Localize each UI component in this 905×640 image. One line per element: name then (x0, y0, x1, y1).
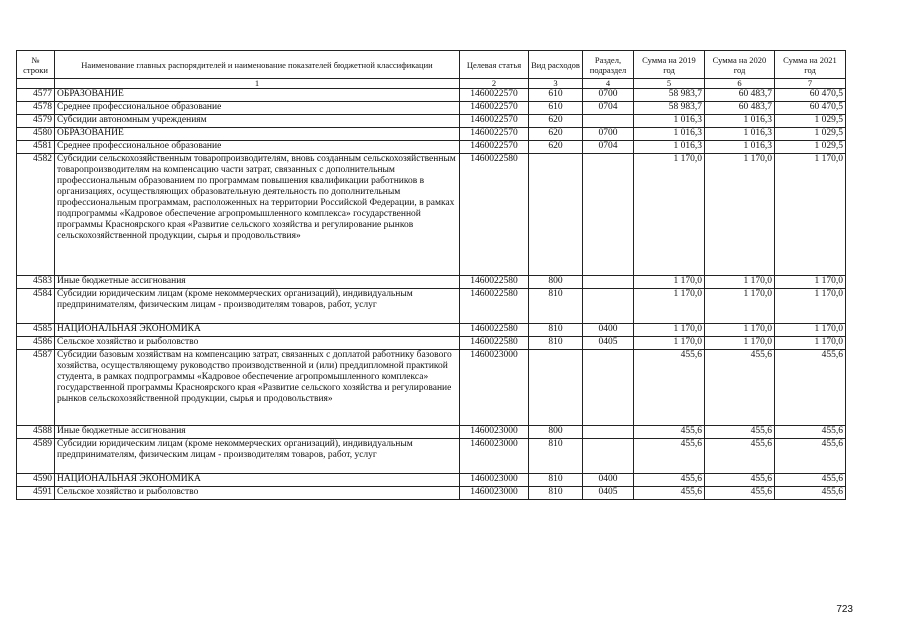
row-name: НАЦИОНАЛЬНАЯ ЭКОНОМИКА (55, 324, 460, 337)
page-number: 723 (836, 604, 853, 615)
row-sum-2019: 1 016,3 (634, 128, 705, 141)
row-name: Иные бюджетные ассигнования (55, 276, 460, 289)
row-sum-2020: 1 170,0 (705, 324, 775, 337)
row-sum-2021: 1 170,0 (775, 276, 846, 289)
row-target-article: 1460022580 (460, 154, 529, 276)
row-sum-2019: 58 983,7 (634, 102, 705, 115)
row-sum-2021: 1 170,0 (775, 154, 846, 276)
row-expense-type: 620 (529, 141, 583, 154)
col-number (17, 79, 55, 89)
row-name: Субсидии юридическим лицам (кроме некоммерческих организаций), индивидуальным предпринимателям, физическим лицам - производителям товаров, работ, услуг (55, 439, 460, 474)
row-section (583, 276, 634, 289)
row-expense-type: 810 (529, 439, 583, 474)
column-number-row (17, 79, 846, 89)
row-target-article: 1460022570 (460, 102, 529, 115)
row-target-article: 1460023000 (460, 350, 529, 426)
row-expense-type: 610 (529, 89, 583, 102)
table-row (17, 128, 846, 141)
row-expense-type: 620 (529, 128, 583, 141)
row-number: 4585 (17, 324, 55, 337)
row-expense-type: 620 (529, 115, 583, 128)
row-section: 0405 (583, 337, 634, 350)
row-target-article: 1460022570 (460, 115, 529, 128)
row-sum-2019: 455,6 (634, 426, 705, 439)
row-expense-type: 810 (529, 337, 583, 350)
row-sum-2020: 1 016,3 (705, 128, 775, 141)
row-target-article: 1460023000 (460, 426, 529, 439)
row-sum-2019: 455,6 (634, 350, 705, 426)
row-number: 4577 (17, 89, 55, 102)
row-sum-2019: 58 983,7 (634, 89, 705, 102)
row-sum-2020: 455,6 (705, 487, 775, 500)
row-name: Субсидии юридическим лицам (кроме некоммерческих организаций), индивидуальным предпринимателям, физическим лицам - производителям товаров, работ, услуг (55, 289, 460, 324)
row-sum-2019: 1 016,3 (634, 115, 705, 128)
row-sum-2019: 1 170,0 (634, 276, 705, 289)
row-number: 4583 (17, 276, 55, 289)
row-section: 0700 (583, 89, 634, 102)
row-expense-type: 810 (529, 289, 583, 324)
row-expense-type (529, 154, 583, 276)
table-row (17, 487, 846, 500)
table-row (17, 276, 846, 289)
table-row (17, 289, 846, 324)
row-target-article: 1460022580 (460, 337, 529, 350)
row-number: 4588 (17, 426, 55, 439)
row-sum-2019: 1 170,0 (634, 324, 705, 337)
row-sum-2019: 1 170,0 (634, 337, 705, 350)
header-row (17, 51, 846, 79)
row-sum-2021: 1 029,5 (775, 115, 846, 128)
row-name: Иные бюджетные ассигнования (55, 426, 460, 439)
table-row (17, 324, 846, 337)
row-number: 4591 (17, 487, 55, 500)
row-sum-2021: 455,6 (775, 487, 846, 500)
row-sum-2021: 1 170,0 (775, 324, 846, 337)
row-name: Сельское хозяйство и рыболовство (55, 337, 460, 350)
row-expense-type: 800 (529, 276, 583, 289)
row-section: 0700 (583, 128, 634, 141)
row-target-article: 1460022570 (460, 89, 529, 102)
row-section (583, 350, 634, 426)
row-section: 0704 (583, 141, 634, 154)
table-row (17, 474, 846, 487)
row-sum-2020: 1 170,0 (705, 276, 775, 289)
row-expense-type: 800 (529, 426, 583, 439)
table-row (17, 141, 846, 154)
row-number: 4589 (17, 439, 55, 474)
row-section (583, 426, 634, 439)
row-sum-2021: 60 470,5 (775, 102, 846, 115)
header-2021: Сумма на 2021 год (775, 51, 846, 79)
table-row (17, 89, 846, 102)
row-target-article: 1460022570 (460, 141, 529, 154)
row-sum-2020: 455,6 (705, 350, 775, 426)
row-sum-2021: 1 170,0 (775, 337, 846, 350)
row-section (583, 439, 634, 474)
row-sum-2021: 1 029,5 (775, 141, 846, 154)
row-section (583, 289, 634, 324)
row-sum-2020: 455,6 (705, 474, 775, 487)
row-section (583, 154, 634, 276)
row-section: 0704 (583, 102, 634, 115)
row-name: НАЦИОНАЛЬНАЯ ЭКОНОМИКА (55, 474, 460, 487)
table-row (17, 154, 846, 276)
row-number: 4590 (17, 474, 55, 487)
row-number: 4578 (17, 102, 55, 115)
table-row (17, 439, 846, 474)
row-sum-2021: 455,6 (775, 439, 846, 474)
row-sum-2021: 455,6 (775, 426, 846, 439)
col-number: 5 (634, 79, 705, 89)
row-sum-2020: 455,6 (705, 439, 775, 474)
header-2020: Сумма на 2020 год (705, 51, 775, 79)
row-name: ОБРАЗОВАНИЕ (55, 128, 460, 141)
row-sum-2020: 1 170,0 (705, 154, 775, 276)
col-number: 4 (583, 79, 634, 89)
row-target-article: 1460023000 (460, 439, 529, 474)
row-sum-2019: 1 170,0 (634, 154, 705, 276)
row-target-article: 1460023000 (460, 474, 529, 487)
row-sum-2021: 455,6 (775, 474, 846, 487)
row-sum-2019: 455,6 (634, 439, 705, 474)
header-razdel: Раздел, подраздел (583, 51, 634, 79)
row-expense-type (529, 350, 583, 426)
row-sum-2020: 1 016,3 (705, 115, 775, 128)
row-sum-2021: 455,6 (775, 350, 846, 426)
row-sum-2021: 60 470,5 (775, 89, 846, 102)
table-row (17, 115, 846, 128)
col-number: 1 (55, 79, 460, 89)
row-number: 4587 (17, 350, 55, 426)
row-target-article: 1460022570 (460, 128, 529, 141)
table-row (17, 350, 846, 426)
col-number: 2 (460, 79, 529, 89)
col-number: 6 (705, 79, 775, 89)
row-name: Субсидии базовым хозяйствам на компенсацию затрат, связанных с доплатой работнику базового хозяйства, осуществляющему руководство производственной и (или) преддипломной практикой студента, в рамках подпрограммы «Кадровое обеспечение агропромышленного комплекса» государственной программы Красноярского края «Развитие сельского хозяйства и регулирование рынков сельскохозяйственной продукции, сырья и продовольствия» (55, 350, 460, 426)
row-number: 4586 (17, 337, 55, 350)
header-vid: Вид расходов (529, 51, 583, 79)
row-number: 4584 (17, 289, 55, 324)
table-row (17, 426, 846, 439)
row-number: 4580 (17, 128, 55, 141)
row-sum-2019: 1 170,0 (634, 289, 705, 324)
row-section: 0400 (583, 474, 634, 487)
budget-table (16, 50, 846, 500)
row-expense-type: 810 (529, 487, 583, 500)
header-no: № строки (17, 51, 55, 79)
row-sum-2019: 1 016,3 (634, 141, 705, 154)
row-target-article: 1460022580 (460, 289, 529, 324)
row-target-article: 1460022580 (460, 276, 529, 289)
table-row (17, 337, 846, 350)
row-number: 4581 (17, 141, 55, 154)
header-2019: Сумма на 2019 год (634, 51, 705, 79)
row-sum-2020: 60 483,7 (705, 102, 775, 115)
header-code: Целевая статья (460, 51, 529, 79)
row-name: Среднее профессиональное образование (55, 102, 460, 115)
col-number: 3 (529, 79, 583, 89)
row-target-article: 1460022580 (460, 324, 529, 337)
header-name: Наименование главных распорядителей и наименование показателей бюджетной классификации (55, 51, 460, 79)
row-target-article: 1460023000 (460, 487, 529, 500)
row-expense-type: 810 (529, 474, 583, 487)
row-section: 0400 (583, 324, 634, 337)
row-name: Среднее профессиональное образование (55, 141, 460, 154)
row-number: 4582 (17, 154, 55, 276)
col-number: 7 (775, 79, 846, 89)
row-number: 4579 (17, 115, 55, 128)
table-row (17, 102, 846, 115)
row-sum-2020: 1 170,0 (705, 337, 775, 350)
row-sum-2020: 1 170,0 (705, 289, 775, 324)
row-expense-type: 610 (529, 102, 583, 115)
row-sum-2019: 455,6 (634, 487, 705, 500)
row-sum-2020: 455,6 (705, 426, 775, 439)
row-expense-type: 810 (529, 324, 583, 337)
row-name: ОБРАЗОВАНИЕ (55, 89, 460, 102)
row-section (583, 115, 634, 128)
row-name: Сельское хозяйство и рыболовство (55, 487, 460, 500)
row-name: Субсидии сельскохозяйственным товаропроизводителям, вновь созданным сельскохозяйственным товаропроизводителям на компенсацию части затрат, связанных с дополнительным профессиональным образованием по программам повышения квалификации работников в организациях, осуществляющих образовательную деятельность по дополнительным профессиональным программам, расположенных на территории Российской Федерации, в рамках подпрограммы «Кадровое обеспечение агропромышленного комплекса» государственной программы Красноярского края «Развитие сельского хозяйства и регулирование рынков сельскохозяйственной продукции, сырья и продовольствия» (55, 154, 460, 276)
row-sum-2021: 1 029,5 (775, 128, 846, 141)
row-sum-2019: 455,6 (634, 474, 705, 487)
row-section: 0405 (583, 487, 634, 500)
row-sum-2020: 60 483,7 (705, 89, 775, 102)
row-sum-2021: 1 170,0 (775, 289, 846, 324)
row-sum-2020: 1 016,3 (705, 141, 775, 154)
row-name: Субсидии автономным учреждениям (55, 115, 460, 128)
